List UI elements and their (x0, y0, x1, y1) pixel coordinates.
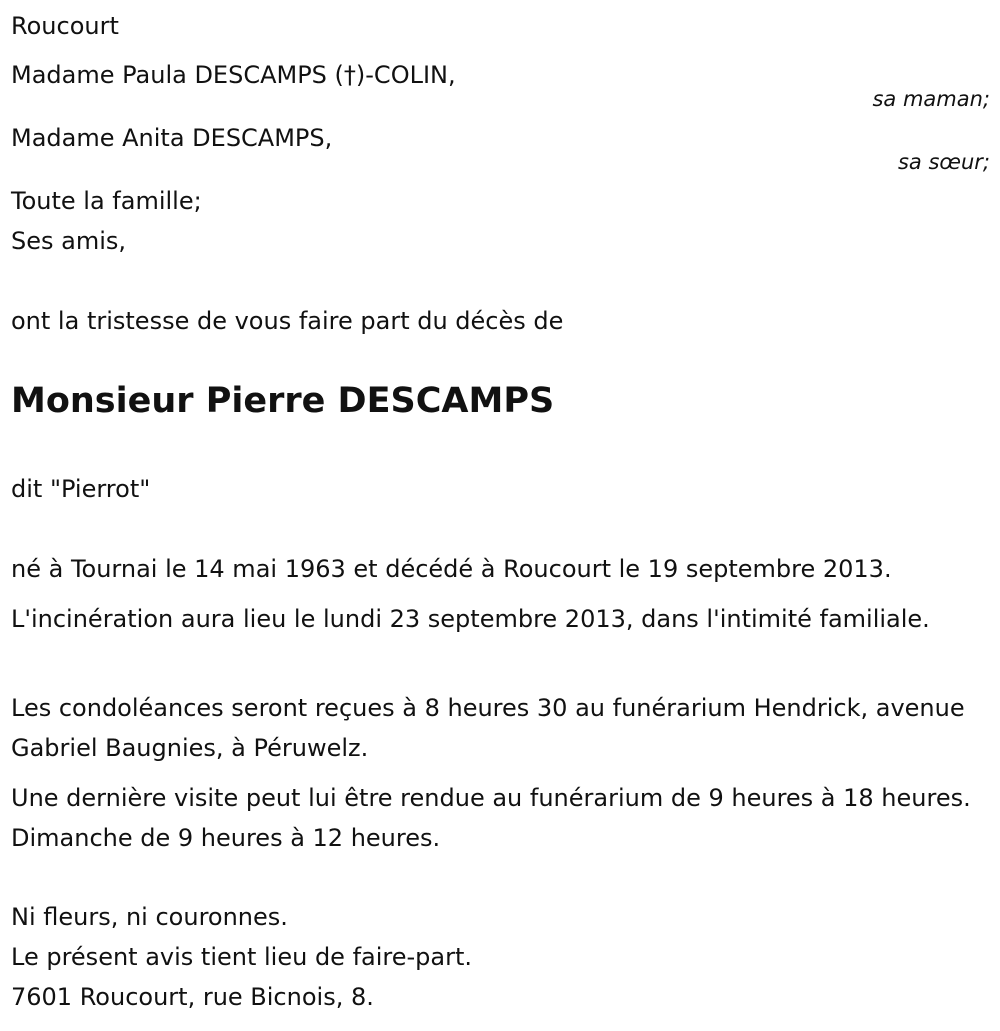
sister-name: Madame Anita DESCAMPS, (11, 124, 333, 152)
friends-line: Ses amis, (11, 227, 127, 255)
address-line: 7601 Roucourt, rue Bicnois, 8. (11, 983, 374, 1011)
cremation-paragraph: L'incinération aura lieu le lundi 23 septembre 2013, dans l'intimité familiale. (11, 605, 930, 633)
birth-death-line: né à Tournai le 14 mai 1963 et décédé à Roucourt le 19 septembre 2013. (11, 555, 892, 583)
family-line: Toute la famille; (11, 187, 202, 215)
notice-line: Le présent avis tient lieu de faire-part. (11, 943, 473, 971)
mother-role: sa maman; (872, 87, 990, 111)
nickname: dit "Pierrot" (11, 475, 151, 503)
sister-role: sa sœur; (897, 150, 990, 174)
place-heading: Roucourt (11, 12, 119, 40)
flowers-line: Ni fleurs, ni couronnes. (11, 903, 288, 931)
condolences-paragraph: Les condoléances seront reçues à 8 heures 30 au funérarium Hendrick, avenue Gabriel Baugnies, à Péruwelz. (11, 694, 965, 762)
visit-paragraph: Une dernière visite peut lui être rendue au funérarium de 9 heures à 18 heures. Dimanche de 9 heures à 12 heures. (11, 784, 971, 852)
mother-name: Madame Paula DESCAMPS (†)-COLIN, (11, 61, 456, 89)
deceased-name: Monsieur Pierre DESCAMPS (11, 381, 555, 421)
announcement-intro: ont la tristesse de vous faire part du décès de (11, 307, 564, 335)
